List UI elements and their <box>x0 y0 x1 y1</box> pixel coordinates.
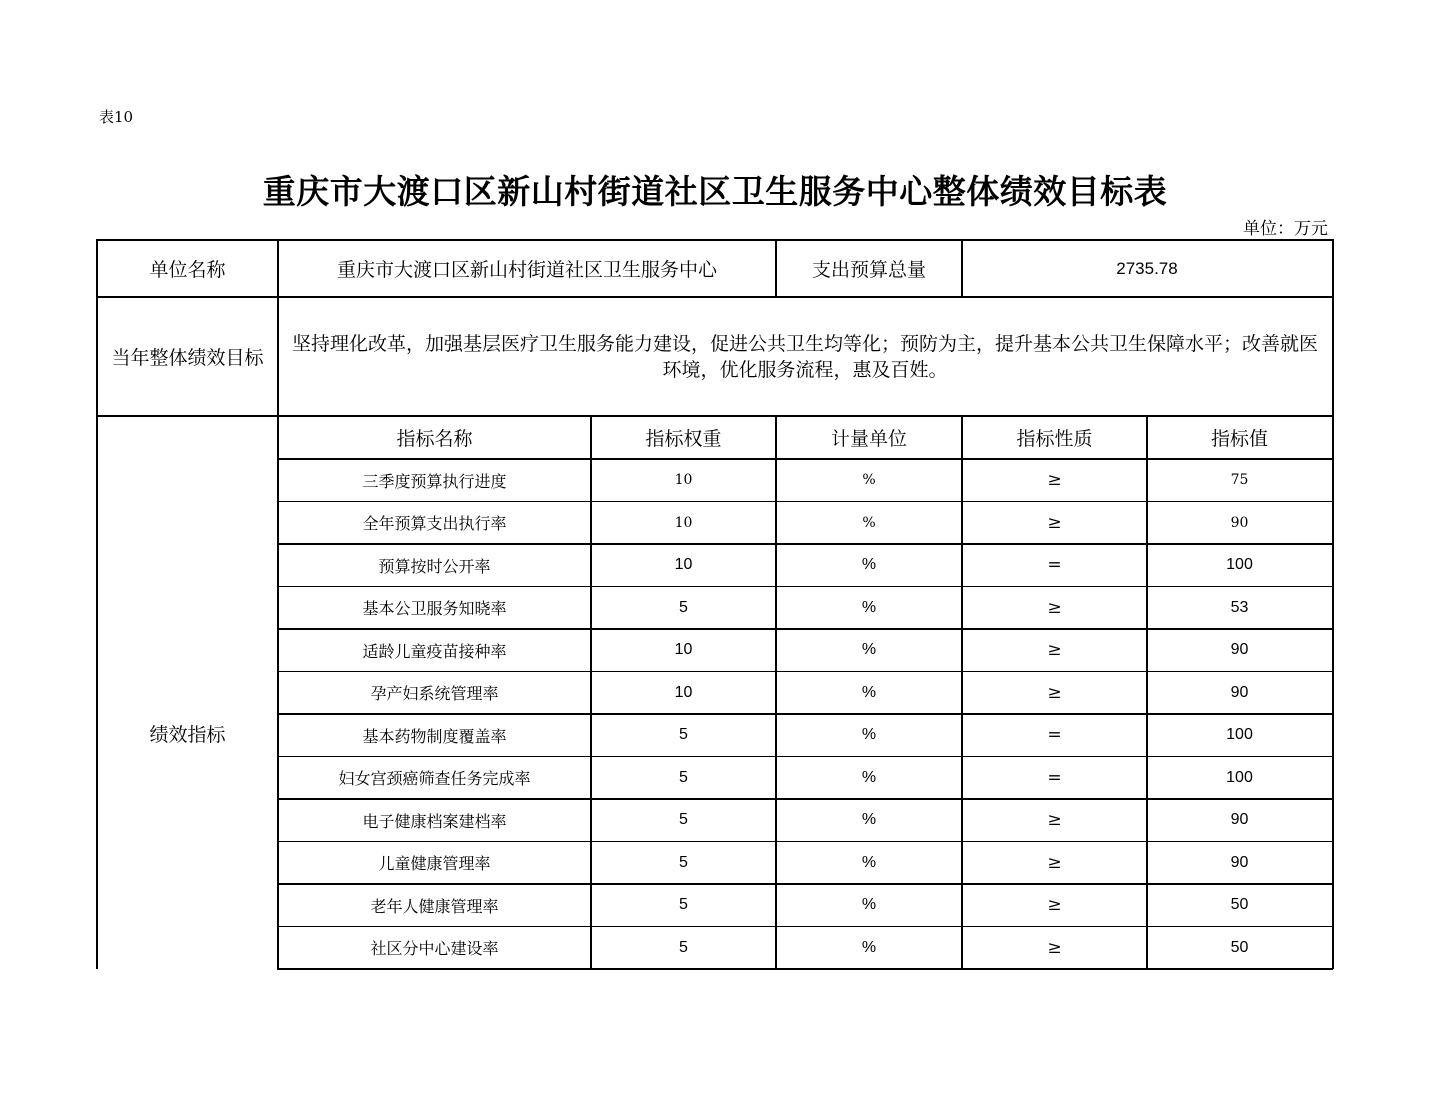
indicator-name-cell: 孕产妇系统管理率 <box>370 684 499 704</box>
indicator-weight-cell: 5 <box>679 853 688 871</box>
row-divider <box>277 671 1333 673</box>
indicator-name-cell: 电子健康档案建档率 <box>362 811 507 831</box>
table-label: 表10 <box>99 108 134 126</box>
goal-value: 坚持理化改革，加强基层医疗卫生服务能力建设，促进公共卫生均等化；预防为主，提升基本公共卫生保障水平；改善就医环境，优化服务流程，惠及百姓。 <box>291 332 1318 381</box>
indicator-name-cell: 老年人健康管理率 <box>370 896 499 916</box>
indicator-value-cell: 53 <box>1230 598 1249 616</box>
indicator-weight-cell: 5 <box>679 598 688 616</box>
indicator-nature-cell: ≥ <box>1047 937 1062 958</box>
indicator-value-cell: 90 <box>1230 683 1249 701</box>
measure-unit-cell: % <box>861 811 877 829</box>
row-divider <box>277 841 1333 843</box>
header-indicator-name: 指标名称 <box>396 428 473 450</box>
indicator-value-cell: 100 <box>1226 768 1253 786</box>
indicator-weight-cell: 10 <box>674 683 693 701</box>
indicator-value-cell: 90 <box>1230 853 1249 871</box>
indicator-weight-cell: 5 <box>679 768 688 786</box>
indicator-value-cell: 50 <box>1230 938 1249 956</box>
row-divider <box>277 926 1333 928</box>
header-measure-unit: 计量单位 <box>830 428 907 450</box>
indicator-name-cell: 社区分中心建设率 <box>370 939 499 959</box>
indicator-weight-cell: 5 <box>679 811 688 829</box>
indicator-nature-cell: = <box>1047 725 1062 746</box>
measure-unit-cell: % <box>862 514 876 531</box>
indicator-value-cell: 50 <box>1230 896 1249 914</box>
indicator-value-cell: 90 <box>1230 514 1249 531</box>
indicator-nature-cell: ≥ <box>1047 470 1062 491</box>
measure-unit-cell: % <box>861 683 877 701</box>
indicator-nature-cell: ≥ <box>1047 640 1062 661</box>
indicator-nature-cell: ≥ <box>1047 597 1062 618</box>
indicator-name-cell: 适龄儿童疫苗接种率 <box>362 641 507 661</box>
indicator-name-cell: 儿童健康管理率 <box>378 854 491 874</box>
row-divider <box>277 543 1333 545</box>
row-divider <box>277 713 1333 715</box>
measure-unit-cell: % <box>861 853 877 871</box>
indicator-nature-cell: = <box>1047 767 1062 788</box>
indicator-name-cell: 妇女宫颈癌筛查任务完成率 <box>338 769 531 789</box>
indicator-nature-cell: ≥ <box>1047 512 1062 533</box>
indicators-section-label: 绩效指标 <box>149 723 226 746</box>
indicator-nature-cell: ≥ <box>1047 852 1062 873</box>
unit-name-value: 重庆市大渡口区新山村街道社区卫生服务中心 <box>336 259 717 281</box>
unit-label: 单位：万元 <box>1243 219 1328 239</box>
indicator-value-cell: 100 <box>1226 726 1253 744</box>
measure-unit-cell: % <box>861 641 877 659</box>
indicator-name-cell: 基本药物制度覆盖率 <box>362 726 507 746</box>
indicator-name-cell: 三季度预算执行进度 <box>362 471 507 491</box>
indicator-weight-cell: 10 <box>674 472 693 489</box>
indicator-nature-cell: ≥ <box>1047 895 1062 916</box>
indicator-weight-cell: 5 <box>679 938 688 956</box>
indicator-weight-cell: 10 <box>674 641 693 659</box>
measure-unit-cell: % <box>861 768 877 786</box>
header-indicator-weight: 指标权重 <box>645 428 722 450</box>
indicator-weight-cell: 10 <box>674 514 693 531</box>
measure-unit-cell: % <box>861 556 877 574</box>
header-indicator-nature: 指标性质 <box>1016 428 1093 450</box>
measure-unit-cell: % <box>861 896 877 914</box>
header-indicator-value: 指标值 <box>1210 428 1268 450</box>
indicator-nature-cell: = <box>1047 555 1062 576</box>
indicator-nature-cell: ≥ <box>1047 810 1062 831</box>
row-divider <box>277 628 1333 630</box>
row-divider <box>277 756 1333 758</box>
measure-unit-cell: % <box>861 598 877 616</box>
row-divider <box>277 883 1333 885</box>
indicator-value-cell: 75 <box>1230 472 1249 489</box>
measure-unit-cell: % <box>861 938 877 956</box>
row-divider <box>277 586 1333 588</box>
indicator-weight-cell: 5 <box>679 726 688 744</box>
measure-unit-cell: % <box>862 472 876 489</box>
unit-name-label: 单位名称 <box>149 259 226 281</box>
budget-label: 支出预算总量 <box>811 259 926 281</box>
indicator-nature-cell: ≥ <box>1047 682 1062 703</box>
indicator-name-cell: 预算按时公开率 <box>378 556 491 576</box>
indicator-value-cell: 100 <box>1226 556 1253 574</box>
indicator-weight-cell: 10 <box>674 556 693 574</box>
budget-value: 2735.78 <box>1116 258 1178 278</box>
row-divider <box>277 798 1333 800</box>
indicator-name-cell: 基本公卫服务知晓率 <box>362 599 507 619</box>
row-divider <box>277 501 1333 503</box>
row-divider <box>277 968 1333 970</box>
indicator-value-cell: 90 <box>1230 811 1249 829</box>
indicator-weight-cell: 5 <box>679 896 688 914</box>
page-title: 重庆市大渡口区新山村街道社区卫生服务中心整体绩效目标表 <box>262 172 1168 211</box>
measure-unit-cell: % <box>861 726 877 744</box>
indicator-value-cell: 90 <box>1230 641 1249 659</box>
goal-label: 当年整体绩效目标 <box>111 347 264 369</box>
indicator-name-cell: 全年预算支出执行率 <box>362 514 507 534</box>
